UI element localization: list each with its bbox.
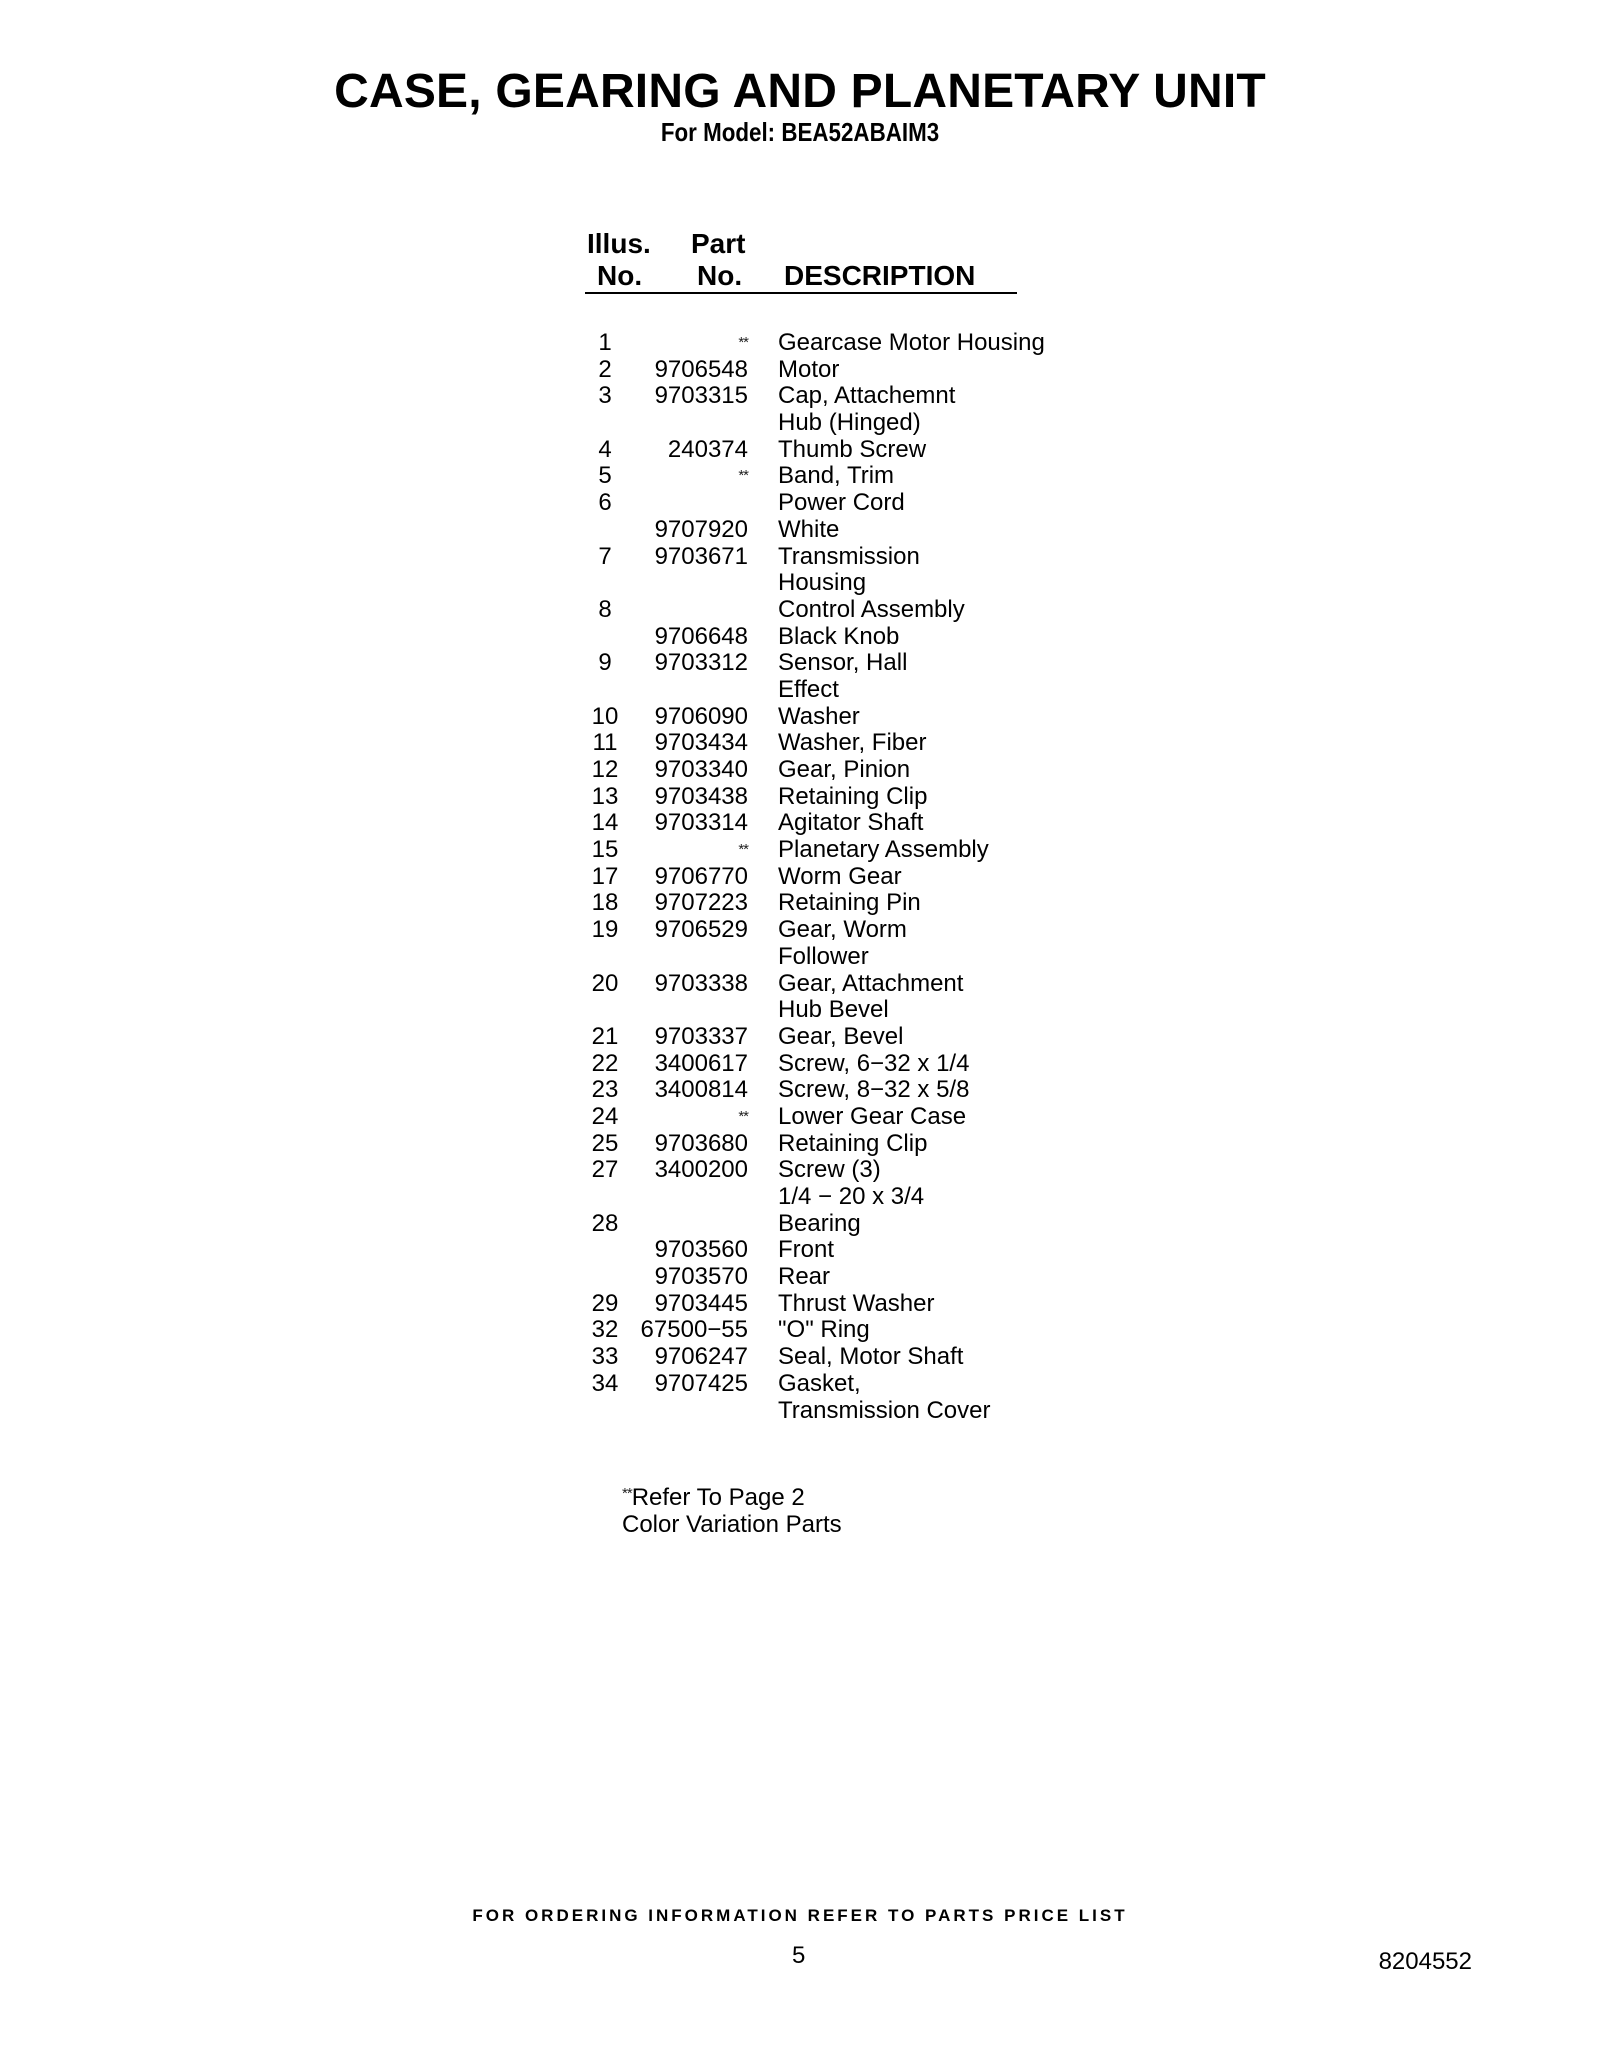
table-row (585, 757, 1085, 784)
illus-number: 19 (591, 916, 619, 944)
part-number: 9706648 (654, 622, 748, 650)
part-number: 9706529 (654, 916, 748, 944)
part-number: 240374 (667, 435, 748, 463)
illus-number: 7 (598, 542, 612, 570)
illus-number: 11 (592, 729, 618, 757)
illus-number: 5 (598, 462, 612, 490)
part-number: 3400814 (654, 1076, 748, 1104)
table-row (585, 463, 1085, 490)
part-number: 9703312 (654, 649, 748, 677)
note-marker: ** (622, 1485, 632, 1502)
illus-number: 28 (591, 1209, 619, 1237)
table-row (585, 1264, 1085, 1291)
illus-number: 25 (591, 1129, 619, 1157)
part-description: Agitator Shaft (778, 809, 924, 837)
part-description: Gear, Bevel (778, 1022, 904, 1050)
illus-number: 18 (591, 889, 619, 917)
table-row (585, 1024, 1085, 1051)
illus-number: 8 (598, 595, 612, 623)
table-row (585, 624, 1085, 651)
part-number: 9703340 (654, 756, 748, 783)
part-number: 67500−55 (640, 1316, 748, 1344)
table-row (585, 704, 1085, 731)
part-number: 9707920 (654, 515, 748, 543)
table-row (585, 1157, 1085, 1184)
part-description: Follower (778, 942, 869, 970)
table-row (585, 1077, 1085, 1104)
part-description: Control Assembly (778, 595, 965, 623)
illus-number: 27 (591, 1156, 619, 1184)
illus-number: 21 (591, 1022, 619, 1050)
part-number: 9703315 (654, 382, 748, 410)
illus-number: 13 (591, 782, 619, 810)
note-line1: Refer To Page 2 (631, 1484, 805, 1511)
part-description: Gasket, (778, 1369, 861, 1397)
part-description: "O" Ring (778, 1316, 870, 1344)
color-variation-marker: ** (738, 467, 748, 485)
parts-list (585, 330, 1085, 1424)
table-row (585, 1184, 1085, 1211)
part-description: Transmission Cover (778, 1396, 991, 1424)
part-description: Gear, Worm (778, 916, 907, 944)
table-row (585, 357, 1085, 384)
table-row (585, 1051, 1085, 1078)
part-description: Gear, Attachment (778, 969, 964, 997)
part-description: Hub (Hinged) (778, 409, 921, 437)
table-row (585, 837, 1085, 864)
color-variation-marker: ** (738, 1107, 748, 1125)
part-number: 3400617 (654, 1049, 748, 1077)
illus-number: 24 (591, 1102, 619, 1130)
table-row (585, 1104, 1085, 1131)
table-row (585, 383, 1085, 410)
part-description: Thumb Screw (778, 435, 927, 463)
part-number: 9707223 (654, 889, 748, 917)
table-row (585, 784, 1085, 811)
part-number: 9703337 (654, 1022, 748, 1050)
table-row (585, 437, 1085, 464)
ordering-footer: FOR ORDERING INFORMATION REFER TO PARTS PRICE LIST (472, 1906, 1128, 1925)
part-description: Screw, 8−32 x 5/8 (778, 1076, 970, 1104)
part-description: Washer, Fiber (778, 729, 927, 757)
part-description: Lower Gear Case (778, 1102, 967, 1130)
part-description: Power Cord (778, 489, 905, 517)
part-number: 9706247 (654, 1343, 748, 1371)
part-number: 9706548 (654, 355, 748, 383)
table-row (585, 1131, 1085, 1158)
part-description: White (778, 515, 840, 543)
illus-number: 15 (591, 836, 619, 864)
part-number: 9707425 (654, 1369, 748, 1397)
model-subtitle: For Model: BEA52ABAIM3 (660, 117, 940, 147)
illus-header-line2: No. (597, 260, 643, 291)
illus-number: 6 (598, 489, 612, 517)
part-header-line2: No. (697, 260, 743, 291)
illus-number: 23 (591, 1076, 619, 1104)
part-description: Front (778, 1236, 835, 1264)
illus-number: 34 (591, 1369, 619, 1397)
part-number: 9703434 (654, 729, 748, 757)
illus-number: 29 (591, 1289, 619, 1317)
table-row (585, 570, 1085, 597)
illus-number: 1 (598, 329, 612, 356)
table-row (585, 810, 1085, 837)
table-row (585, 997, 1085, 1024)
part-description: Retaining Pin (778, 889, 921, 917)
illus-number: 2 (598, 355, 612, 383)
illus-number: 12 (591, 756, 619, 783)
illus-number: 32 (591, 1316, 619, 1344)
illus-number: 20 (591, 969, 619, 997)
part-description: 1/4 − 20 x 3/4 (778, 1183, 925, 1210)
page-title: CASE, GEARING AND PLANETARY UNIT (334, 65, 1266, 118)
part-description: Screw (3) (778, 1156, 881, 1184)
part-number: 9703438 (654, 782, 748, 810)
part-number: 9703671 (654, 542, 748, 570)
table-row (585, 544, 1085, 571)
document-number: 8204552 (1378, 1948, 1472, 1975)
table-row (585, 1211, 1085, 1238)
illus-number: 14 (591, 809, 619, 837)
illus-number: 3 (598, 382, 612, 410)
table-row (585, 890, 1085, 917)
table-row (585, 650, 1085, 677)
table-row (585, 1317, 1085, 1344)
part-description: Planetary Assembly (778, 836, 989, 864)
part-description: Cap, Attachemnt (778, 382, 956, 410)
table-row (585, 1344, 1085, 1371)
part-description: Sensor, Hall (778, 649, 908, 677)
part-description: Transmission (778, 542, 920, 570)
part-number: 9706090 (654, 702, 748, 730)
part-description: Thrust Washer (778, 1289, 935, 1317)
part-number: 9703314 (654, 809, 748, 837)
part-number: 9703680 (654, 1129, 748, 1157)
table-row (585, 597, 1085, 624)
part-description: Band, Trim (778, 462, 895, 490)
part-description: Bearing (778, 1209, 861, 1237)
part-description: Seal, Motor Shaft (778, 1343, 964, 1371)
part-description: Worm Gear (778, 862, 902, 890)
color-variation-note (622, 1480, 842, 1538)
part-description: Retaining Clip (778, 782, 928, 810)
part-number: 9706770 (654, 862, 748, 890)
description-header: DESCRIPTION (784, 260, 976, 291)
part-number: 9703560 (654, 1236, 748, 1264)
table-row (585, 971, 1085, 998)
table-row (585, 410, 1085, 437)
illus-number: 22 (591, 1049, 619, 1077)
table-row (585, 864, 1085, 891)
illus-number: 33 (591, 1343, 619, 1371)
table-row (585, 917, 1085, 944)
part-description: Housing (778, 569, 867, 597)
part-description: Gearcase Motor Housing (778, 329, 1045, 356)
part-header-line1: Part (691, 228, 746, 259)
illus-number: 10 (591, 702, 619, 730)
illus-header-line1: Illus. (587, 228, 651, 259)
part-description: Washer (778, 702, 860, 730)
table-row (585, 944, 1085, 971)
color-variation-marker: ** (738, 334, 748, 351)
part-description: Hub Bevel (778, 996, 889, 1024)
table-row (585, 1398, 1085, 1425)
table-row (585, 517, 1085, 544)
illus-number: 17 (591, 862, 619, 890)
part-description: Screw, 6−32 x 1/4 (778, 1049, 970, 1077)
table-row (585, 490, 1085, 517)
part-description: Effect (778, 675, 839, 703)
table-row (585, 1291, 1085, 1318)
note-line2: Color Variation Parts (622, 1511, 842, 1538)
part-description: Rear (778, 1263, 831, 1291)
table-row (585, 677, 1085, 704)
page-number: 5 (792, 1942, 806, 1969)
part-description: Retaining Clip (778, 1129, 928, 1157)
illus-number: 9 (598, 649, 612, 677)
part-description: Gear, Pinion (778, 756, 911, 783)
table-row (585, 330, 1085, 357)
part-description: Motor (778, 355, 840, 383)
table-row (585, 1237, 1085, 1264)
part-number: 9703445 (654, 1289, 748, 1317)
part-description: Black Knob (778, 622, 900, 650)
color-variation-marker: ** (738, 841, 748, 859)
table-row (585, 1371, 1085, 1398)
part-number: 3400200 (654, 1156, 748, 1184)
header-underline (585, 292, 1017, 294)
illus-number: 4 (598, 435, 612, 463)
table-row (585, 730, 1085, 757)
part-number: 9703570 (654, 1263, 748, 1291)
part-number: 9703338 (654, 969, 748, 997)
